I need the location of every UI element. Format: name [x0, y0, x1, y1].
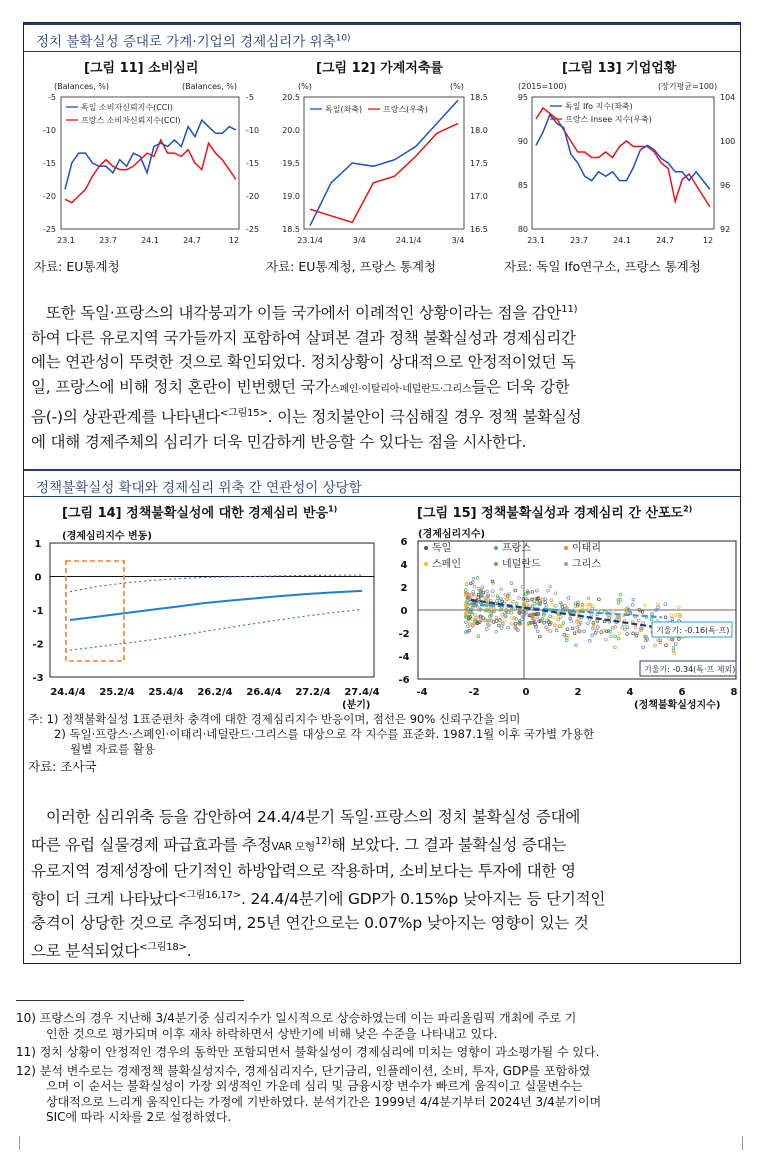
fig12-xtick-2: 24.1/4 — [395, 236, 422, 245]
scatter-point — [512, 600, 515, 603]
fig13-xtick-0: 23.1 — [527, 236, 545, 245]
fig14-response-line — [70, 591, 362, 620]
scatter-point — [510, 611, 513, 614]
fig12-title: [그림 12] 가계저축률 — [316, 61, 443, 76]
section2-heading: 정책불확실성 확대와 경제심리 위축 간 연관성이 상당함 — [36, 480, 362, 496]
scatter-point — [507, 626, 510, 629]
scatter-point — [554, 592, 557, 595]
fig12-right-tick-3: 17.0 — [470, 192, 488, 201]
fig15-legend-marker-3 — [424, 562, 428, 566]
fig11-right-tick-0: -5 — [246, 93, 254, 102]
fig11-chart — [24, 77, 264, 267]
scatter-point — [536, 616, 539, 619]
fig15-ytick-6: -6 — [398, 675, 410, 686]
fig11-xtick-4: 12 — [228, 236, 240, 245]
scatter-point — [471, 618, 474, 621]
fig11-title: [그림 11] 소비심리 — [84, 61, 199, 76]
fig15-ytick-2: 2 — [400, 583, 408, 594]
fig11-legend-de: 독일 소비자신뢰지수(CCI) — [81, 103, 173, 112]
fig14-title: [그림 14] 정책불확실성에 대한 경제심리 반응$^{1)}$ — [62, 504, 338, 521]
scatter-point — [674, 643, 677, 646]
scatter-point — [550, 599, 553, 602]
scatter-point — [495, 630, 498, 633]
fig14-xtick-2: 25.4/4 — [148, 687, 184, 698]
para1-line6: 에 대해 경제주체의 심리가 더욱 민감하게 반응할 수 있다는 점을 시사한다. — [31, 432, 527, 451]
note-2: 2) 독일·프랑스·스페인·이태리·네덜란드·그리스를 대상으로 각 지수를 표준화. 1987.1월 이후 국가별 가용한 — [54, 727, 595, 741]
para2-line3: 유로지역 경제성장에 단기적인 하방압력으로 작용하며, 소비보다는 투자에 대한 영 — [31, 862, 576, 881]
scatter-point — [538, 635, 541, 638]
scatter-point — [536, 630, 539, 633]
scatter-point — [543, 621, 546, 624]
scatter-point — [575, 644, 578, 647]
fig14-ytick-2: -1 — [32, 606, 44, 617]
scatter-point — [664, 603, 667, 606]
fig15-legend-label-2: 이태리 — [572, 543, 601, 554]
fig14-plot-frame — [50, 543, 374, 677]
scatter-point — [670, 614, 673, 617]
fig13-left-tick-3: 80 — [517, 225, 528, 234]
scatter-point — [476, 577, 479, 580]
fig15-legend-marker-1 — [494, 546, 498, 550]
fig12-left-tick-4: 18.5 — [282, 225, 300, 234]
fig15-ytick-5: -4 — [398, 652, 410, 663]
fig12-source: 자료: EU통계청, 프랑스 통계청 — [266, 259, 436, 274]
fig15-legend-marker-0 — [424, 546, 428, 550]
scatter-point — [614, 635, 617, 638]
fig12-left-axis-label: (%) — [298, 82, 312, 91]
scatter-point — [510, 582, 513, 585]
section1-heading: 정치 불확실성 증대로 가계·기업의 경제심리가 위축$^{10)}$ — [36, 33, 351, 50]
scatter-point — [549, 615, 552, 618]
fig11-left-axis-label: (Balances, %) — [54, 82, 110, 91]
para1-line3: 에는 연관성이 뚜렷한 것으로 확인되었다. 정치상황이 상대적으로 안정적이었던 독 — [31, 353, 576, 372]
para1-line4: 일, 프랑스에 비해 정치 혼란이 빈번했던 국가스페인·이탈리아·네덜란드·그리스들은 더욱 강한 — [31, 377, 570, 396]
fig11-right-tick-4: -25 — [246, 225, 260, 234]
scatter-point — [549, 585, 552, 588]
fig12-legend — [310, 104, 428, 114]
scatter-point — [492, 594, 495, 597]
scatter-point — [642, 622, 645, 625]
fig-notes — [28, 712, 738, 774]
scatter-point — [614, 646, 617, 649]
scatter-point — [503, 619, 506, 622]
paragraph-2 — [31, 805, 734, 963]
scatter-point — [618, 632, 621, 635]
scatter-point — [677, 606, 680, 609]
fig15-fit-label-1-text: 기울기: -0.16(독·프) — [656, 626, 730, 635]
fig15-legend-label-3: 스페인 — [432, 559, 461, 570]
scatter-point — [563, 633, 566, 636]
scatter-point — [472, 577, 475, 580]
scatter-point — [642, 646, 645, 649]
fig11-legend-fr: 프랑스 소비자신뢰지수(CCI) — [81, 116, 181, 125]
scatter-point — [492, 590, 495, 593]
scatter-point — [521, 585, 524, 588]
scatter-point — [564, 604, 567, 607]
scatter-point — [650, 618, 653, 621]
fig12-right-axis-label: (%) — [450, 82, 464, 91]
fig11-legend — [66, 102, 181, 125]
fig11-right-tick-3: -20 — [246, 192, 260, 201]
scatter-point — [535, 601, 538, 604]
scatter-point — [486, 628, 489, 631]
scatter-point — [566, 628, 569, 631]
fig12-left-tick-1: 20.0 — [282, 126, 300, 135]
section2-heading-bar — [24, 469, 740, 497]
scatter-point — [473, 585, 476, 588]
fig14-xtick-6: 27.4/4 — [344, 687, 380, 698]
scatter-point — [591, 634, 594, 637]
fig12-xtick-0: 23.1/4 — [297, 236, 323, 245]
scatter-point — [664, 616, 667, 619]
fig11-left-tick-0: -5 — [48, 93, 56, 102]
footnotes — [16, 1011, 746, 1126]
scatter-point — [571, 627, 574, 630]
scatter-point — [587, 622, 590, 625]
scatter-point — [576, 626, 579, 629]
scatter-point — [544, 598, 547, 601]
scatter-point — [617, 601, 620, 604]
scatter-point — [632, 598, 635, 601]
fig14-xlabel: (분기) — [342, 700, 371, 711]
fig13-source: 자료: 독일 Ifo연구소, 프랑스 통계청 — [504, 259, 701, 274]
fig15-xtick-1: -2 — [468, 687, 480, 698]
fig12-legend-fr: 프랑스(우축) — [383, 105, 428, 114]
scatter-point — [531, 591, 534, 594]
fig11-left-tick-2: -15 — [42, 159, 56, 168]
fig14-ytick-3: -2 — [32, 639, 44, 651]
fig14-chart — [24, 523, 384, 723]
scatter-point — [467, 625, 470, 628]
fig11-source: 자료: EU통계청 — [34, 259, 120, 274]
fig14-xtick-3: 26.2/4 — [197, 687, 233, 698]
scatter-point — [562, 614, 565, 617]
fig11-left-tick-3: -20 — [42, 192, 56, 201]
scatter-point — [575, 620, 578, 623]
scatter-point — [518, 596, 521, 599]
scatter-point — [547, 589, 550, 592]
scatter-point — [495, 620, 498, 623]
fig13-chart — [508, 77, 748, 267]
fig13-xtick-2: 24.1 — [613, 236, 631, 245]
fig11-xtick-2: 24.1 — [141, 236, 159, 245]
scatter-point — [612, 610, 615, 613]
fig12-legend-de: 독일(좌축) — [325, 105, 363, 114]
para2-line1: 이러한 심리위축 등을 감안하여 24.4/4분기 독일·프랑스의 정치 불확실성 증대에 — [46, 808, 581, 826]
fig12-left-tick-2: 19.5 — [282, 159, 300, 168]
footnote-10-line1: 10) 프랑스의 경우 지난해 3/4분기중 심리지수가 일시적으로 상승하였는데 이는 파리올림픽 개최에 주로 기 — [16, 1011, 577, 1025]
scatter-point — [631, 604, 634, 607]
footnote-rule — [16, 1000, 244, 1001]
fig12-xtick-3: 3/4 — [451, 236, 465, 245]
footnote-12-line3: 상대적으로 느리게 움직인다는 가정에 기반하였다. 분석기간은 1999년 4/4분기부터 2024년 3/4분기이며 — [46, 1094, 602, 1109]
fig15-ytick-0: 6 — [400, 537, 408, 548]
fig11-right-tick-1: -10 — [246, 126, 260, 135]
scatter-point — [654, 644, 657, 647]
fig14-ylabel: (경제심리지수 변동) — [62, 531, 152, 542]
footnote-12-line2: 으며 이 순서는 불확실성이 가장 외생적인 가운데 심리 및 금융시장 변수가 빠르게 움직이고 실물변수는 — [46, 1079, 583, 1093]
fig15-legend-marker-2 — [564, 546, 568, 550]
corner-mark-bottom-left — [6, 1136, 20, 1150]
scatter-point — [626, 626, 629, 629]
note-1: 주: 1) 정책불확실성 1표준편차 충격에 대한 경제심리지수 반응이며, 점선은 90% 신뢰구간을 의미 — [28, 712, 521, 726]
fig15-xtick-4: 4 — [626, 687, 634, 698]
scatter-point — [673, 652, 676, 655]
scatter-point — [602, 630, 605, 633]
scatter-point — [515, 602, 518, 605]
footnote-11: 11) 정치 상황이 안정적인 경우의 동학만 포함되면서 불확실성이 경제심리에 미치는 영향이 과소평가될 수 있다. — [16, 1045, 600, 1059]
fig13-legend-fr: 프랑스 Insee 지수(우축) — [565, 115, 652, 124]
scatter-point — [573, 632, 576, 635]
scatter-point — [671, 617, 674, 620]
scatter-point — [514, 589, 517, 592]
fig13-xtick-1: 23.7 — [570, 236, 588, 245]
scatter-point — [498, 624, 501, 627]
fig13-left-tick-0: 95 — [517, 93, 528, 102]
fig15-legend-label-5: 그리스 — [572, 559, 601, 570]
fig14-ytick-4: -3 — [32, 673, 44, 684]
scatter-point — [678, 638, 681, 641]
scatter-point — [587, 597, 590, 600]
scatter-point — [514, 622, 517, 625]
fig12-right-tick-2: 17.5 — [470, 159, 488, 168]
scatter-point — [595, 629, 598, 632]
scatter-point — [598, 598, 601, 601]
scatter-point — [644, 604, 647, 607]
scatter-point — [656, 603, 659, 606]
scatter-point — [611, 626, 614, 629]
scatter-point — [668, 637, 671, 640]
fig14-ytick-0: 1 — [34, 539, 42, 550]
scatter-point — [562, 622, 565, 625]
scatter-point — [499, 619, 502, 622]
fig13-xtick-4: 12 — [702, 236, 714, 245]
scatter-point — [557, 618, 560, 621]
notes-source: 자료: 조사국 — [28, 759, 97, 774]
fig11-right-axis-label: (Balances, %) — [182, 82, 238, 91]
fig12-right-tick-4: 16.5 — [470, 225, 488, 234]
note-3: 월별 자료를 활용 — [70, 742, 156, 756]
scatter-point — [581, 603, 584, 606]
fig15-ylabel: (경제심리지수) — [418, 529, 486, 540]
scatter-point — [608, 616, 611, 619]
fig12-xtick-1: 3/4 — [352, 236, 366, 245]
scatter-point — [554, 605, 557, 608]
section1-heading-bar — [24, 23, 740, 52]
footnote-10-line2: 인한 것으로 평가되며 이후 재차 하락하면서 상반기에 비해 낮은 수준을 나타내고 있다. — [46, 1026, 498, 1041]
scatter-point — [500, 627, 503, 630]
scatter-point — [632, 632, 635, 635]
scatter-point — [500, 588, 503, 591]
fig13-right-tick-1: 100 — [720, 137, 736, 146]
fig13-right-tick-2: 96 — [720, 181, 731, 190]
para2-line5: 충격이 상당한 것으로 추정되며, 25년 연간으로는 0.07%p 낮아지는 영향이 있는 것 — [31, 914, 589, 933]
scatter-point — [626, 633, 629, 636]
fig15-xtick-0: -4 — [416, 687, 428, 698]
fig13-left-tick-1: 90 — [517, 137, 528, 146]
fig13-legend-de: 독일 Ifo 지수(좌축) — [565, 102, 633, 111]
fig12-series-de — [310, 100, 458, 225]
scatter-point — [619, 593, 622, 596]
scatter-point — [465, 621, 468, 624]
scatter-point — [482, 591, 485, 594]
fig11-right-tick-2: -15 — [246, 159, 260, 168]
para2-line4: 향이 더 크게 나타났다$^{<그림16,17>}$. 24.4/4분기에 GDP가 0.15%p 낮아지는 등 단기적인 — [31, 889, 606, 908]
scatter-point — [610, 635, 613, 638]
fig15-xtick-6: 8 — [730, 687, 738, 698]
para2-line6: 으로 분석되었다$^{<그림18>}$. — [31, 941, 192, 960]
paragraph-1 — [31, 298, 734, 454]
fig14-xtick-4: 26.4/4 — [246, 687, 282, 698]
fig15-xtick-2: 0 — [522, 687, 530, 698]
footnote-12-line1: 12) 분석 변수로는 경제정책 불확실성지수, 경제심리지수, 단기금리, 인플레이션, 소비, 투자, GDP를 포함하였 — [16, 1063, 591, 1078]
scatter-point — [621, 626, 624, 629]
fig13-left-axis-label: (2015=100) — [518, 82, 567, 91]
fig15-ytick-4: -2 — [398, 629, 410, 640]
fig14-ytick-1: 0 — [34, 572, 42, 584]
fig15-title: [그림 15] 정책불확실성과 경제심리 간 산포도$^{2)}$ — [417, 504, 693, 521]
scatter-point — [535, 589, 538, 592]
scatter-point — [477, 635, 480, 638]
scatter-point — [522, 598, 525, 601]
fig12-right-tick-1: 18.0 — [470, 126, 488, 135]
fig14-ci-upper — [70, 575, 362, 591]
scatter-point — [553, 624, 556, 627]
scatter-point — [617, 637, 620, 640]
fig15-xlabel: (정책불확실성지수) — [634, 700, 721, 711]
scatter-point — [560, 625, 563, 628]
fig15-xtick-3: 2 — [574, 687, 582, 698]
scatter-point — [511, 622, 514, 625]
fig12-chart — [270, 77, 510, 267]
fig15-legend-label-0: 독일 — [432, 543, 452, 554]
scatter-point — [577, 618, 580, 621]
scatter-point — [665, 644, 668, 647]
fig14-xtick-1: 25.2/4 — [99, 687, 135, 698]
fig15-legend-label-1: 프랑스 — [502, 543, 531, 554]
para2-line2: 따른 유럽 실물경제 파급효과를 추정VAR 모형$^{12)}$해 보았다. 그 결과 불확실성 증대는 — [31, 835, 567, 854]
scatter-point — [495, 616, 498, 619]
scatter-point — [541, 598, 544, 601]
fig12-series-fr — [310, 123, 458, 222]
fig11-xtick-0: 23.1 — [57, 236, 75, 245]
scatter-point — [552, 616, 555, 619]
scatter-point — [486, 590, 489, 593]
scatter-point — [614, 626, 617, 629]
scatter-point — [590, 613, 593, 616]
fig12-left-tick-3: 19.0 — [282, 192, 300, 201]
fig12-left-tick-0: 20.5 — [282, 93, 300, 102]
fig13-xtick-3: 24.7 — [656, 236, 674, 245]
fig15-fit-label-2 — [640, 661, 736, 676]
fig12-right-tick-0: 18.5 — [470, 93, 488, 102]
fig13-left-tick-2: 85 — [517, 181, 528, 190]
fig13-right-tick-0: 104 — [720, 93, 736, 102]
fig15-legend-label-4: 네덜란드 — [502, 559, 541, 570]
scatter-point — [501, 613, 504, 616]
fig14-xtick-5: 27.2/4 — [295, 687, 331, 698]
scatter-point — [465, 583, 468, 586]
fig15-fit-label-1 — [652, 622, 732, 637]
scatter-point — [596, 626, 599, 629]
scatter-point — [657, 606, 660, 609]
fig11-series-fr — [65, 140, 236, 203]
fig11-left-tick-1: -10 — [42, 126, 56, 135]
scatter-point — [545, 604, 548, 607]
fig13-legend — [550, 101, 652, 124]
scatter-point — [624, 628, 627, 631]
footnote-12-line4: SIC에 따라 시차를 2로 설정하였다. — [46, 1110, 232, 1124]
para1-line5: 음(-)의 상관관계를 나타낸다$^{<그림15>}$. 이는 정치불안이 극심해질 경우 정책 불확실성 — [31, 408, 582, 427]
fig13-right-tick-3: 92 — [720, 225, 731, 234]
scatter-point — [634, 626, 637, 629]
fig15-chart — [396, 523, 736, 723]
scatter-point — [555, 629, 558, 632]
scatter-point — [588, 639, 591, 642]
scatter-point — [605, 638, 608, 641]
fig15-legend-marker-5 — [564, 562, 568, 566]
fig15-ytick-3: 0 — [400, 606, 408, 617]
scatter-point — [509, 597, 512, 600]
scatter-point — [549, 630, 552, 633]
fig11-xtick-3: 24.7 — [183, 236, 201, 245]
fig11-xtick-1: 23.7 — [99, 236, 117, 245]
fig13-right-axis-label: (장기평균=100) — [658, 82, 718, 91]
scatter-point — [567, 597, 570, 600]
scatter-point — [551, 604, 554, 607]
para1-line1: 또한 독일·프랑스의 내각붕괴가 이들 국가에서 이례적인 상황이라는 점을 감안$^{11)}$ — [46, 304, 578, 323]
scatter-point — [501, 600, 504, 603]
fig13-title: [그림 13] 기업업황 — [562, 61, 677, 76]
para1-line2: 하여 다른 유로지역 국가들까지 포함하여 살펴본 결과 정책 불확실성과 경제심리간 — [31, 328, 576, 347]
fig14-xtick-0: 24.4/4 — [50, 687, 86, 698]
scatter-point — [637, 619, 640, 622]
scatter-point — [544, 601, 547, 604]
fig15-legend-marker-4 — [494, 562, 498, 566]
scatter-point — [583, 630, 586, 633]
fig15-fit-label-2-text: 기울기: -0.34(독·프 제외) — [644, 665, 736, 674]
corner-mark-bottom-right — [742, 1136, 756, 1150]
fig11-left-tick-4: -25 — [42, 225, 56, 234]
fig15-xtick-5: 6 — [678, 687, 686, 698]
fig15-ytick-1: 4 — [400, 560, 408, 571]
